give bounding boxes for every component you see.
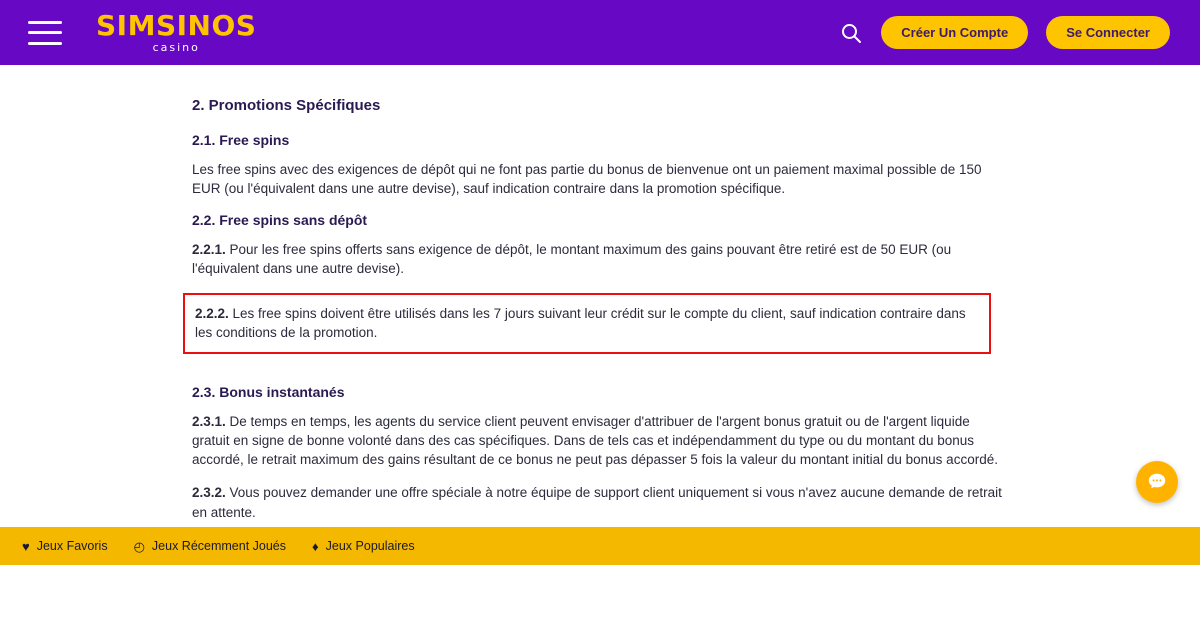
header-actions	[839, 16, 1170, 49]
hamburger-bar	[28, 42, 62, 45]
footer-label-recent: Jeux Récemment Joués	[151, 539, 287, 553]
search-icon[interactable]	[839, 21, 863, 45]
main-content	[0, 65, 1200, 565]
hamburger-bar	[28, 21, 62, 24]
paragraph-2-1-1: Les free spins avec des exigences de dépôt qui ne font pas partie du bonus de bienvenue ont un paiement maximal possible de 150 EUR (ou l'équivalent dans une autre devise), sauf indication contraire dans la promotion spécifique.	[192, 162, 982, 197]
paragraph-2-3-2: 2.3.2. Vous pouvez demander une offre spéciale à notre équipe de support client uniquement si vous n'avez aucune demande de retrait en attente.	[192, 485, 1002, 520]
login-button[interactable]: Se Connecter	[1046, 16, 1170, 49]
chat-glyph	[1146, 471, 1168, 493]
page-title: 2. Promotions Spécifiques	[192, 97, 381, 114]
logo-text: SIMSINOS	[96, 9, 257, 42]
quick-links-bar	[0, 527, 1200, 565]
chat-bubble-icon[interactable]	[1136, 461, 1178, 503]
section-heading-2-3: 2.3. Bonus instantanés	[192, 383, 345, 400]
footer-label-popular: Jeux Populaires	[325, 539, 415, 553]
section-heading-2-1: 2.1. Free spins	[192, 132, 290, 148]
paragraph-2-3-1: 2.3.1. De temps en temps, les agents du service client peuvent envisager d'attribuer de l'argent bonus gratuit ou de l'argent liquide gratuit en signe de bonne volonté dans des cas spécifiques. Dans de tels cas et indépendamment du type ou du montant du bonus accordé, le retrait maximum des gains résultant de ce bonus ne peut pas dépasser 5 fois la valeur du montant initial du bonus accordé.	[192, 413, 998, 468]
register-button[interactable]: Créer Un Compte	[881, 16, 1028, 49]
footer-item-favorites[interactable]	[22, 539, 108, 553]
paragraph-2-2-2: 2.2.2. Les free spins doivent être utilisés dans les 7 jours suivant leur crédit sur le compte du client, sauf indication contraire dans les conditions de la promotion.	[195, 305, 966, 340]
hamburger-bar	[28, 31, 62, 34]
paragraph-2-2-1: 2.2.1. Pour les free spins offerts sans exigence de dépôt, le montant maximum des gains pouvant être retiré est de 50 EUR (ou l'équivalent dans une autre devise).	[192, 242, 952, 277]
site-logo[interactable]	[96, 9, 257, 54]
footer-item-recent[interactable]	[134, 539, 286, 553]
logo-subtext: casino	[152, 41, 200, 54]
highlighted-clause	[183, 293, 991, 354]
terms-document	[192, 97, 1008, 522]
site-header	[0, 0, 1200, 65]
fire-icon: ♦	[312, 538, 319, 554]
footer-label-favorites: Jeux Favoris	[36, 539, 108, 553]
footer-item-popular[interactable]	[312, 539, 415, 553]
hamburger-icon[interactable]	[28, 21, 62, 45]
section-heading-2-2: 2.2. Free spins sans dépôt	[192, 212, 368, 229]
heart-icon: ♥	[22, 538, 30, 554]
clock-icon: ◴	[133, 538, 145, 554]
